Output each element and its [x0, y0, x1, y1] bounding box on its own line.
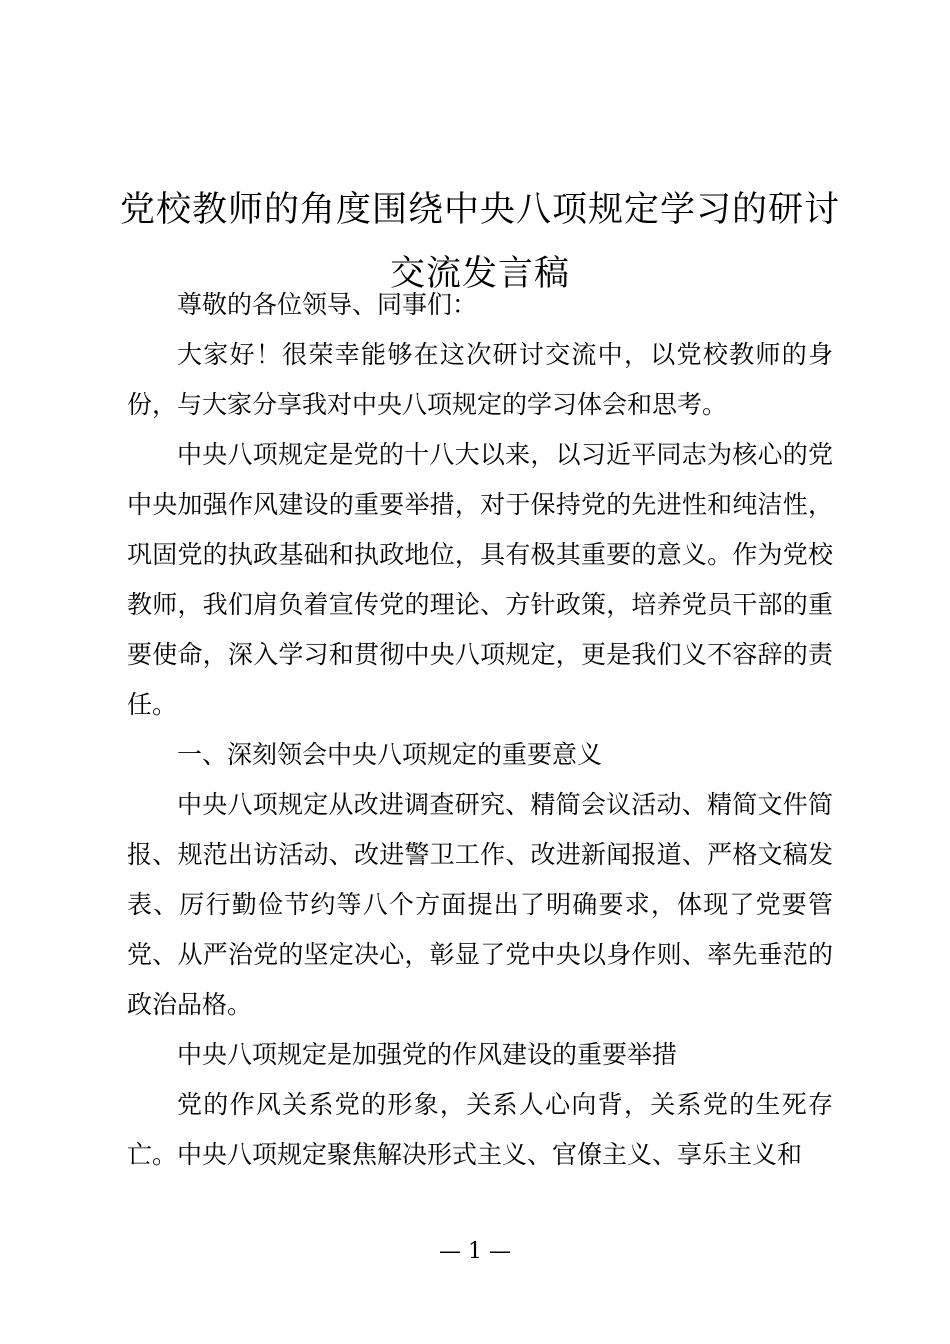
title-line-2: 交流发言稿 — [389, 254, 570, 294]
paragraph-intro: 中央八项规定是党的十八大以来，以习近平同志为核心的党中央加强作风建设的重要举措，对于保持党的先进性和纯洁性，巩固党的执政基础和执政地位，具有极其重要的意义。作为党校教师，我们肩负着宣传党的理论、方针政策，培养党员干部的重要使命，深入学习和贯彻中央八项规定，更是我们义不容辞的责任。 — [127, 440, 833, 719]
subheading-1: 中央八项规定是加强党的作风建设的重要举措 — [177, 1040, 678, 1069]
page-number: — 1 — — [439, 1239, 511, 1264]
paragraph-greeting: 大家好！很荣幸能够在这次研讨交流中，以党校教师的身份，与大家分享我对中央八项规定的学习体会和思考。 — [127, 340, 833, 419]
title-line-1: 党校教师的角度围绕中央八项规定学习的研讨 — [119, 190, 840, 230]
paragraph-section-1: 中央八项规定从改进调查研究、精简会议活动、精简文件简报、规范出访活动、改进警卫工作、改进新闻报道、严格文稿发表、厉行勤俭节约等八个方面提出了明确要求，体现了党要管党、从严治党的坚定决心，彰显了党中央以身作则、率先垂范的政治品格。 — [127, 790, 833, 1019]
section-heading-1: 一、深刻领会中央八项规定的重要意义 — [177, 740, 603, 769]
paragraph-subsection-1: 党的作风关系党的形象，关系人心向背，关系党的生死存亡。中央八项规定聚焦解决形式主义、官僚主义、享乐主义和 — [127, 1090, 833, 1169]
document-body — [127, 280, 833, 1180]
salutation: 尊敬的各位领导、同事们： — [177, 290, 478, 319]
